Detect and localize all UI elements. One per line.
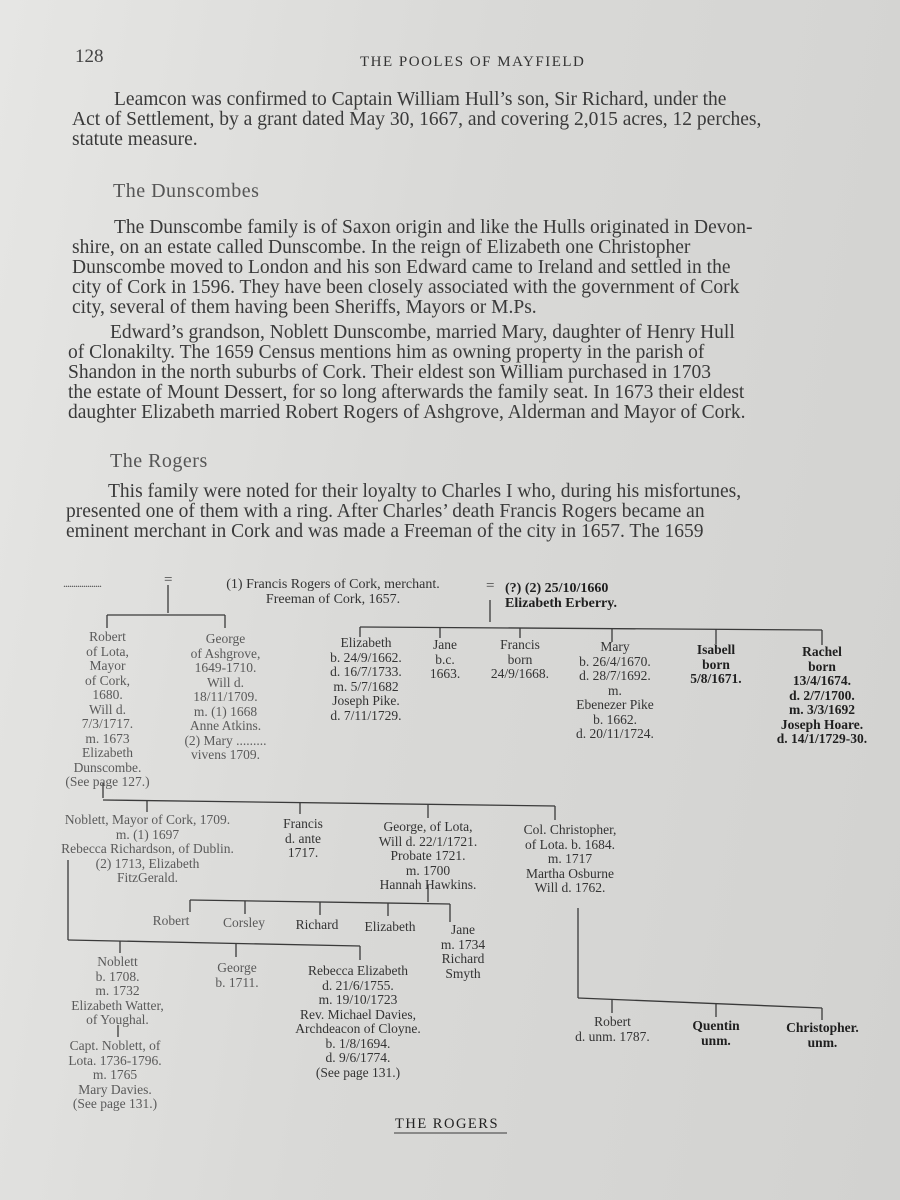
person-quentin [680, 1019, 752, 1048]
tree-line: d. 2/7/1700. [789, 687, 855, 703]
tree-line: (See page 131.) [315, 1064, 401, 1080]
text-line: eminent merchant in Cork and was made a Freeman of the city in 1657. The 1659 [66, 521, 704, 542]
text-line: Leamcon was confirmed to Captain William Hull’s son, Sir Richard, under the [114, 89, 727, 110]
tree-line: Freeman of Cork, 1657. [265, 591, 401, 607]
tree-line: (2) 1713, Elizabeth [95, 855, 200, 871]
tree-line: George, of Lota, [383, 819, 473, 834]
tree-line: Elizabeth Watter, [71, 997, 164, 1013]
text-line: daughter Elizabeth married Robert Rogers of Ashgrove, Alderman and Mayor of Cork. [68, 402, 746, 423]
section-heading-rogers: The Rogers [110, 450, 208, 472]
tree-line: 1680. [92, 687, 123, 702]
text-line: Act of Settlement, by a grant dated May 30, 1667, and covering 2,015 acres, 12 perches, [72, 109, 762, 130]
tree-line: d. ante [285, 830, 321, 846]
text-line: Dunscombe moved to London and his son Edward came to Ireland and settled in the [72, 257, 731, 278]
marriage-sign: = [164, 572, 173, 588]
person-jane-smyth [430, 923, 496, 981]
tree-line: d. unm. 1787. [575, 1028, 650, 1044]
tree-line: d. 16/7/1733. [330, 664, 402, 679]
tree-line: of Youghal. [86, 1012, 149, 1027]
tree-line: Rev. Michael Davies, [299, 1006, 417, 1022]
tree-line: m. 1765 [92, 1067, 138, 1082]
tree-line: 18/11/1709. [193, 689, 258, 704]
tree-line: Noblett [97, 954, 138, 969]
tree-line: born [808, 658, 836, 674]
text-line: shire, on an estate called Dunscombe. In the reign of Elizabeth one Christopher [72, 237, 691, 258]
person-rebecca-elizabeth [278, 964, 438, 1080]
tree-line: of Lota, [86, 643, 129, 659]
text-line: statute measure. [72, 129, 198, 150]
person-christopher-unm [775, 1021, 870, 1050]
tree-line: Dunscombe. [73, 759, 142, 775]
tree-line: 13/4/1674. [792, 673, 852, 688]
tree-line: Archdeacon of Cloyne. [295, 1021, 421, 1036]
tree-line: Will d. 1762. [534, 880, 606, 895]
tree-line: Francis [500, 637, 540, 652]
text-line: of Clonakilty. The 1659 Census mentions him as owning property in the parish of [68, 342, 705, 363]
tree-line: (See page 127.) [65, 774, 150, 789]
tree-line: born [702, 656, 730, 672]
tree-caption: THE ROGERS [395, 1116, 500, 1132]
tree-line: Jane [433, 637, 457, 652]
page-number: 128 [75, 46, 104, 67]
tree-line: Robert [594, 1014, 631, 1029]
tree-line: Lota. 1736-1796. [68, 1052, 162, 1068]
tree-line: Joseph Hoare. [780, 716, 864, 732]
tree-line: unm. [807, 1034, 838, 1050]
tree-line: 1663. [429, 666, 461, 681]
tree-line: Richard [441, 951, 485, 966]
tree-line: Rachel [802, 644, 842, 659]
tree-line: Will d. [207, 674, 244, 690]
tree-line: Jane [451, 922, 475, 937]
tree-line: m. 3/3/1692 [789, 702, 855, 717]
tree-line: b. 26/4/1670. [579, 653, 651, 669]
person-george-1711 [202, 961, 272, 990]
tree-line: m. 1673 [85, 730, 130, 746]
tree-line: Martha Osburne [525, 865, 615, 881]
text-line: Edward’s grandson, Noblett Dunscombe, married Mary, daughter of Henry Hull [110, 322, 735, 343]
person-francis-rogers [188, 578, 478, 607]
tree-line: Capt. Noblett, of [69, 1038, 161, 1053]
person-jane-rogers [420, 638, 470, 682]
tree-line: b. 1/8/1694. [325, 1035, 391, 1051]
tree-line: Mary [600, 639, 630, 654]
person-mary-rogers [560, 640, 670, 742]
person-rachel-rogers [760, 645, 884, 747]
tree-line: 5/8/1671. [690, 671, 742, 686]
person-elizabeth-erberry [505, 582, 655, 611]
person-george-of-lota [358, 820, 498, 893]
tree-line: Isabell [696, 642, 736, 657]
text-line: the estate of Mount Dessert, for so long afterwards the family seat. In 1673 their eldest [68, 382, 745, 403]
tree-line: d. 20/11/1724. [576, 726, 654, 741]
person-richard: Richard [295, 917, 339, 932]
tree-line: Hannah Hawkins. [379, 877, 477, 892]
tree-line: (2) Mary ......... [184, 732, 267, 748]
tree-line: Rebecca Elizabeth [307, 963, 409, 978]
tree-line: Smyth [445, 965, 481, 981]
tree-line: Will d. [89, 701, 126, 717]
tree-line: Joseph Pike. [332, 693, 400, 708]
tree-line: m. 19/10/1723 [318, 992, 398, 1007]
section-heading-dunscombes: The Dunscombes [113, 180, 260, 202]
tree-line: Quentin [692, 1018, 740, 1033]
tree-line: Elizabeth Erberry. [505, 595, 617, 611]
tree-line: Anne Atkins. [189, 718, 262, 733]
tree-line: 1717. [287, 845, 319, 860]
tree-line: George [217, 960, 257, 975]
person-elizabeth-rogers [310, 636, 422, 723]
tree-line: m. 1732 [95, 983, 140, 998]
tree-line: Rebecca Richardson, of Dublin. [61, 841, 234, 856]
person-robert-of-lota [45, 630, 170, 790]
tree-line: (See page 131.) [72, 1096, 158, 1111]
person-francis-d-ante [272, 817, 334, 861]
person-elizabeth-g4: Elizabeth [364, 919, 416, 934]
person-george-of-ashgrove [168, 632, 283, 763]
tree-line: Mary Davies. [78, 1081, 152, 1097]
tree-line: of Cork, [85, 672, 130, 688]
tree-line: b. 1662. [593, 711, 637, 727]
tree-line: 24/9/1668. [490, 666, 550, 681]
tree-line: d. 21/6/1755. [322, 977, 394, 993]
tree-line: Mayor [89, 658, 126, 673]
text-line: city, several of them having been Sheriffs, Mayors or M.Ps. [72, 297, 537, 318]
tree-line: George [205, 631, 246, 646]
tree-line: Robert [89, 629, 126, 644]
person-robert-g4: Robert [152, 913, 190, 928]
tree-line: b. 24/9/1662. [330, 649, 402, 665]
tree-line: Noblett, Mayor of Cork, 1709. [64, 812, 231, 827]
marriage-sign: = [486, 578, 495, 594]
tree-line: m. 1734 [440, 936, 486, 952]
tree-line: Christopher. [786, 1020, 859, 1035]
tree-line: of Ashgrove, [190, 645, 261, 661]
tree-line: b.c. [435, 651, 455, 667]
tree-line: m. 1717 [547, 851, 593, 866]
tree-line: Col. Christopher, [523, 822, 617, 837]
text-line: This family were noted for their loyalty to Charles I who, during his misfortunes, [108, 481, 742, 502]
tree-line: Elizabeth [340, 635, 392, 650]
person-francis-rogers-jr [478, 638, 562, 682]
text-line: city of Cork in 1596. They have been closely associated with the government of Cork [72, 277, 740, 298]
person-capt-noblett [50, 1039, 180, 1112]
tree-line: b. 1708. [95, 968, 140, 984]
person-noblett-1708 [55, 955, 180, 1028]
tree-line: 7/3/1717. [81, 716, 134, 731]
tree-line: born [507, 651, 533, 667]
tree-line: m. 1700 [405, 862, 451, 878]
tree-line: m. 5/7/1682 [333, 678, 399, 694]
tree-line: b. 1711. [215, 974, 259, 990]
tree-line: Elizabeth [82, 745, 133, 760]
person-corsley: Corsley [223, 915, 265, 930]
tree-line: unm. [701, 1032, 731, 1048]
tree-line: (1) Francis Rogers of Cork, merchant. [226, 577, 440, 592]
person-noblett-mayor [35, 813, 260, 886]
tree-line: Francis [283, 816, 323, 831]
person-robert-unm [560, 1015, 665, 1044]
tree-line: FitzGerald. [116, 870, 179, 885]
tree-line: vivens 1709. [191, 747, 260, 762]
tree-line: Will d. 22/1/1721. [378, 833, 478, 849]
running-title: THE POOLES OF MAYFIELD [360, 54, 586, 70]
tree-line: d. 28/7/1692. [579, 668, 651, 683]
tree-line: Probate 1721. [390, 848, 466, 863]
tree-line: d. 9/6/1774. [325, 1050, 391, 1065]
text-line: Shandon in the north suburbs of Cork. Their eldest son William purchased in 1703 [68, 362, 711, 383]
tree-line: 1649-1710. [194, 660, 257, 675]
tree-line: d. 7/11/1729. [330, 707, 402, 723]
tree-line: (?) (2) 25/10/1660 [505, 581, 609, 596]
person-col-christopher [505, 823, 635, 896]
tree-dots: ................... [63, 576, 101, 590]
tree-line: of Lota. b. 1684. [525, 836, 615, 852]
tree-line: Ebenezer Pike [576, 697, 654, 712]
text-line: The Dunscombe family is of Saxon origin and like the Hulls originated in Devon- [114, 217, 753, 238]
tree-line: m. (1) 1697 [115, 826, 180, 842]
tree-line: m. [608, 682, 622, 698]
person-isabell-rogers [675, 643, 757, 687]
tree-line: d. 14/1/1729-30. [776, 731, 868, 746]
tree-line: m. (1) 1668 [193, 703, 258, 719]
text-line: presented one of them with a ring. After Charles’ death Francis Rogers became an [66, 501, 705, 522]
